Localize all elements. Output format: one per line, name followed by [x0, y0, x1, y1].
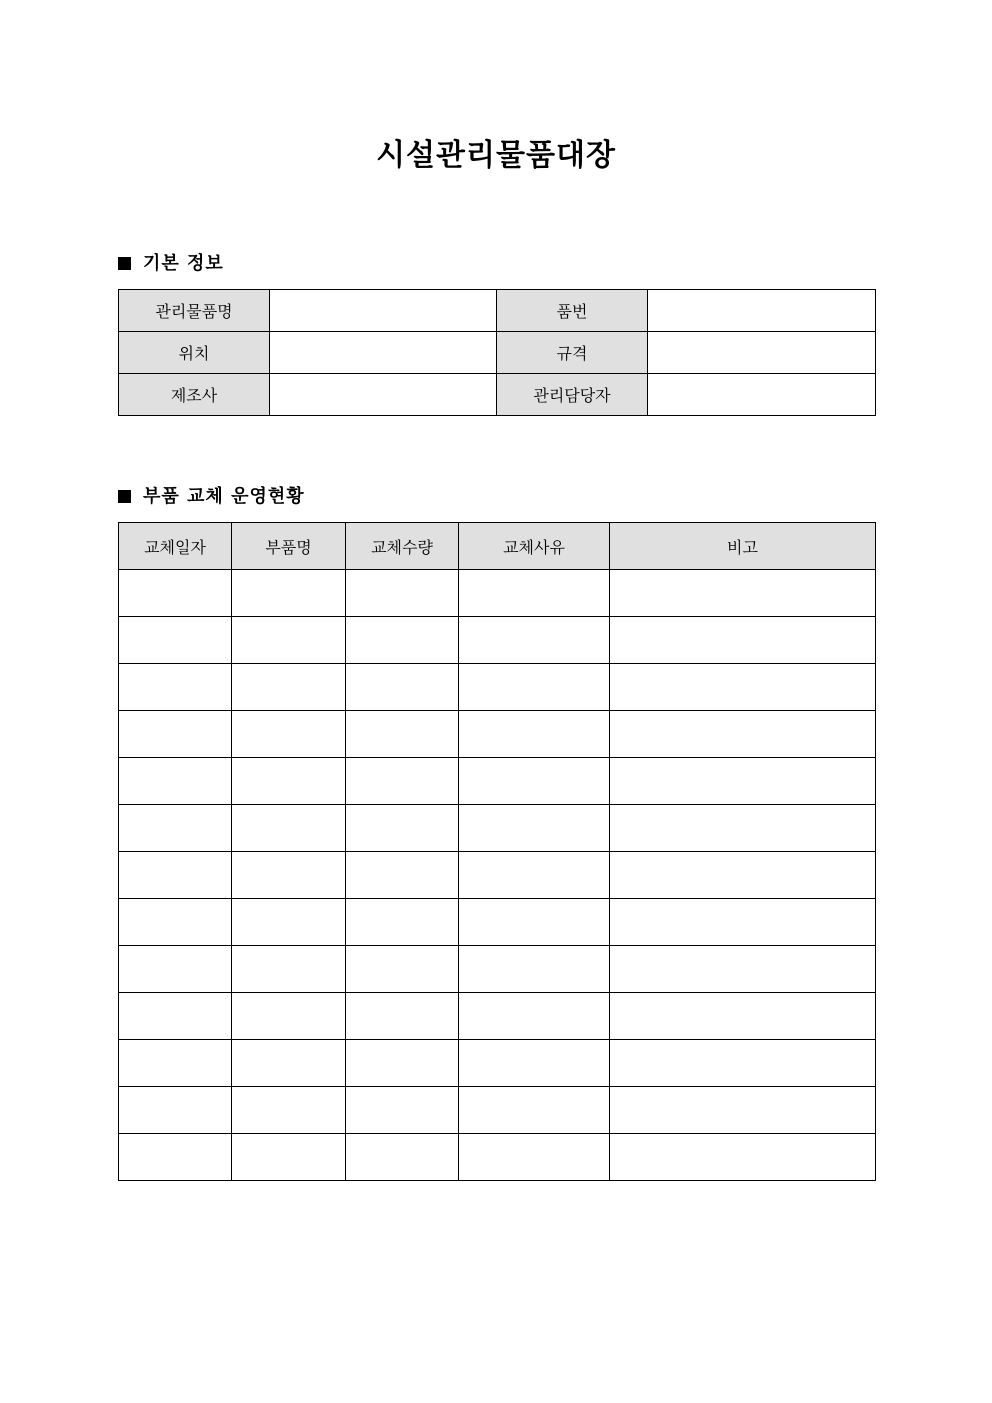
column-header-replacement-quantity: 교체수량 — [346, 523, 459, 570]
replacement-quantity-cell[interactable] — [346, 711, 459, 758]
replacement-quantity-cell[interactable] — [346, 570, 459, 617]
remarks-cell[interactable] — [610, 993, 876, 1040]
replacement-date-cell[interactable] — [119, 1087, 232, 1134]
replacement-reason-cell[interactable] — [459, 993, 610, 1040]
replacement-date-cell[interactable] — [119, 993, 232, 1040]
replacement-quantity-cell[interactable] — [346, 758, 459, 805]
replacement-reason-cell[interactable] — [459, 758, 610, 805]
replacement-date-cell[interactable] — [119, 899, 232, 946]
replacement-quantity-cell[interactable] — [346, 1040, 459, 1087]
remarks-cell[interactable] — [610, 1134, 876, 1181]
location-field[interactable] — [270, 332, 497, 374]
page-title: 시설관리물품대장 — [376, 138, 616, 173]
part-number-label: 품번 — [497, 290, 648, 332]
table-row — [119, 993, 876, 1040]
table-header-row — [119, 523, 876, 570]
remarks-cell[interactable] — [610, 805, 876, 852]
part-name-cell[interactable] — [232, 758, 346, 805]
remarks-cell[interactable] — [610, 1040, 876, 1087]
table-row — [119, 617, 876, 664]
table-row — [119, 711, 876, 758]
table-row — [119, 664, 876, 711]
section-heading-parts-replacement — [118, 485, 305, 509]
replacement-reason-cell[interactable] — [459, 711, 610, 758]
replacement-quantity-cell[interactable] — [346, 899, 459, 946]
table-row — [119, 758, 876, 805]
table-row — [119, 332, 876, 374]
column-header-replacement-date: 교체일자 — [119, 523, 232, 570]
part-name-cell[interactable] — [232, 1040, 346, 1087]
section-heading-basic-info — [118, 252, 224, 276]
table-row — [119, 570, 876, 617]
replacement-date-cell[interactable] — [119, 946, 232, 993]
basic-info-table — [118, 289, 876, 416]
part-name-cell[interactable] — [232, 664, 346, 711]
column-header-part-name: 부품명 — [232, 523, 346, 570]
replacement-date-cell[interactable] — [119, 617, 232, 664]
replacement-quantity-cell[interactable] — [346, 617, 459, 664]
replacement-reason-cell[interactable] — [459, 899, 610, 946]
manager-label: 관리담당자 — [497, 374, 648, 416]
table-row — [119, 852, 876, 899]
part-name-cell[interactable] — [232, 946, 346, 993]
manufacturer-field[interactable] — [270, 374, 497, 416]
manager-field[interactable] — [648, 374, 876, 416]
replacement-date-cell[interactable] — [119, 1134, 232, 1181]
replacement-reason-cell[interactable] — [459, 1134, 610, 1181]
remarks-cell[interactable] — [610, 664, 876, 711]
replacement-date-cell[interactable] — [119, 570, 232, 617]
replacement-reason-cell[interactable] — [459, 946, 610, 993]
part-name-cell[interactable] — [232, 993, 346, 1040]
square-bullet-icon — [118, 490, 131, 503]
table-row — [119, 1040, 876, 1087]
part-name-cell[interactable] — [232, 711, 346, 758]
replacement-reason-cell[interactable] — [459, 617, 610, 664]
replacement-date-cell[interactable] — [119, 1040, 232, 1087]
replacement-reason-cell[interactable] — [459, 570, 610, 617]
replacement-date-cell[interactable] — [119, 711, 232, 758]
remarks-cell[interactable] — [610, 852, 876, 899]
remarks-cell[interactable] — [610, 899, 876, 946]
table-row — [119, 1134, 876, 1181]
remarks-cell[interactable] — [610, 1087, 876, 1134]
table-row — [119, 899, 876, 946]
part-name-cell[interactable] — [232, 805, 346, 852]
replacement-quantity-cell[interactable] — [346, 805, 459, 852]
replacement-reason-cell[interactable] — [459, 1040, 610, 1087]
replacement-quantity-cell[interactable] — [346, 664, 459, 711]
remarks-cell[interactable] — [610, 570, 876, 617]
specification-label: 규격 — [497, 332, 648, 374]
replacement-reason-cell[interactable] — [459, 664, 610, 711]
location-label: 위치 — [119, 332, 270, 374]
remarks-cell[interactable] — [610, 946, 876, 993]
replacement-reason-cell[interactable] — [459, 1087, 610, 1134]
table-row — [119, 946, 876, 993]
remarks-cell[interactable] — [610, 758, 876, 805]
table-row — [119, 1087, 876, 1134]
remarks-cell[interactable] — [610, 617, 876, 664]
replacement-quantity-cell[interactable] — [346, 946, 459, 993]
table-row — [119, 290, 876, 332]
part-name-cell[interactable] — [232, 852, 346, 899]
column-header-replacement-reason: 교체사유 — [459, 523, 610, 570]
parts-replacement-table — [118, 522, 876, 1181]
section-heading-parts-replacement-label: 부품 교체 운영현황 — [143, 486, 305, 507]
part-number-field[interactable] — [648, 290, 876, 332]
item-name-label: 관리물품명 — [119, 290, 270, 332]
remarks-cell[interactable] — [610, 711, 876, 758]
table-row — [119, 805, 876, 852]
part-name-cell[interactable] — [232, 617, 346, 664]
table-row — [119, 374, 876, 416]
part-name-cell[interactable] — [232, 1134, 346, 1181]
square-bullet-icon — [118, 257, 131, 270]
section-heading-basic-info-label: 기본 정보 — [143, 253, 224, 274]
replacement-date-cell[interactable] — [119, 664, 232, 711]
replacement-quantity-cell[interactable] — [346, 1087, 459, 1134]
replacement-quantity-cell[interactable] — [346, 852, 459, 899]
item-name-field[interactable] — [270, 290, 497, 332]
manufacturer-label: 제조사 — [119, 374, 270, 416]
replacement-quantity-cell[interactable] — [346, 1134, 459, 1181]
replacement-date-cell[interactable] — [119, 852, 232, 899]
part-name-cell[interactable] — [232, 570, 346, 617]
replacement-date-cell[interactable] — [119, 758, 232, 805]
parts-table-body — [119, 570, 876, 1181]
column-header-remarks: 비고 — [610, 523, 876, 570]
part-name-cell[interactable] — [232, 899, 346, 946]
part-name-cell[interactable] — [232, 1087, 346, 1134]
replacement-reason-cell[interactable] — [459, 805, 610, 852]
replacement-reason-cell[interactable] — [459, 852, 610, 899]
replacement-date-cell[interactable] — [119, 805, 232, 852]
replacement-quantity-cell[interactable] — [346, 993, 459, 1040]
specification-field[interactable] — [648, 332, 876, 374]
